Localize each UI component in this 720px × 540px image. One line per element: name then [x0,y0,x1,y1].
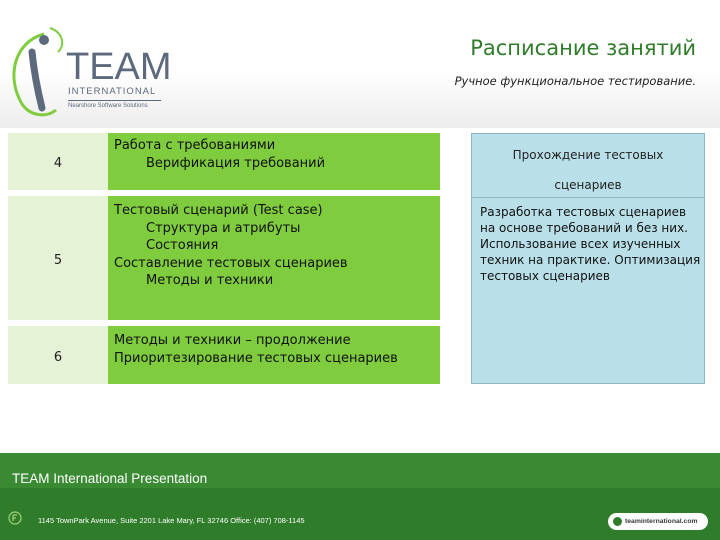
practice-panel [471,133,705,384]
table-row [8,196,440,323]
page-subtitle: Ручное функциональное тестирование. [454,74,696,88]
team-international-logo-icon [4,22,74,122]
practice-title-line: сценариев [554,178,622,192]
practice-description: Разработка тестовых сценариев на основе требований и без них. Использование всех изученных техник на практике. Оптимизация тестовых сценариев [480,205,701,283]
presentation-title: TEAM International Presentation [12,471,208,486]
lesson-topics [108,196,440,320]
table-row [8,133,440,193]
topic-subline: Верификация требований [146,155,326,171]
team-international-logo [4,22,172,122]
logo-subword: INTERNATIONAL [68,86,157,97]
topic-subline: Структура и атрибуты [146,220,301,236]
lesson-number: 6 [8,326,108,384]
topic-subline: Состояния [146,238,219,253]
logo-divider [68,100,161,101]
topic-line: Тестовый сценарий (Test case) [114,203,323,218]
topic-subline: Методы и техники [146,273,274,288]
topic-line: Работа с требованиями [114,138,276,153]
page-title: Расписание занятий [470,36,696,60]
topic-line: Приоритезирование тестовых сценариев [114,350,398,366]
website-text: teaminternational.com [625,518,698,525]
lesson-number: 4 [8,133,108,190]
practice-title [472,134,704,198]
slide-footer [0,453,720,540]
website-link[interactable] [608,513,708,530]
office-address: 1145 TownPark Avenue, Suite 2201 Lake Mary, FL 32746 Office: (407) 708-1145 [38,516,305,525]
lesson-topics [108,133,440,190]
table-row [8,326,440,384]
schedule-table [8,133,440,384]
slide-header [0,0,720,128]
logo-tagline: Nearshore Software Solutions [68,103,148,109]
logo-wordmark: TEAM [66,46,172,88]
lesson-topics [108,326,440,384]
lesson-number: 5 [8,196,108,320]
team-dot-icon [613,517,622,526]
practice-title-line: Прохождение тестовых [512,148,664,162]
topic-line: Составление тестовых сценариев [114,255,348,271]
topic-line: Методы и техники – продолжение [114,333,351,348]
circle-logo-icon [8,511,22,525]
